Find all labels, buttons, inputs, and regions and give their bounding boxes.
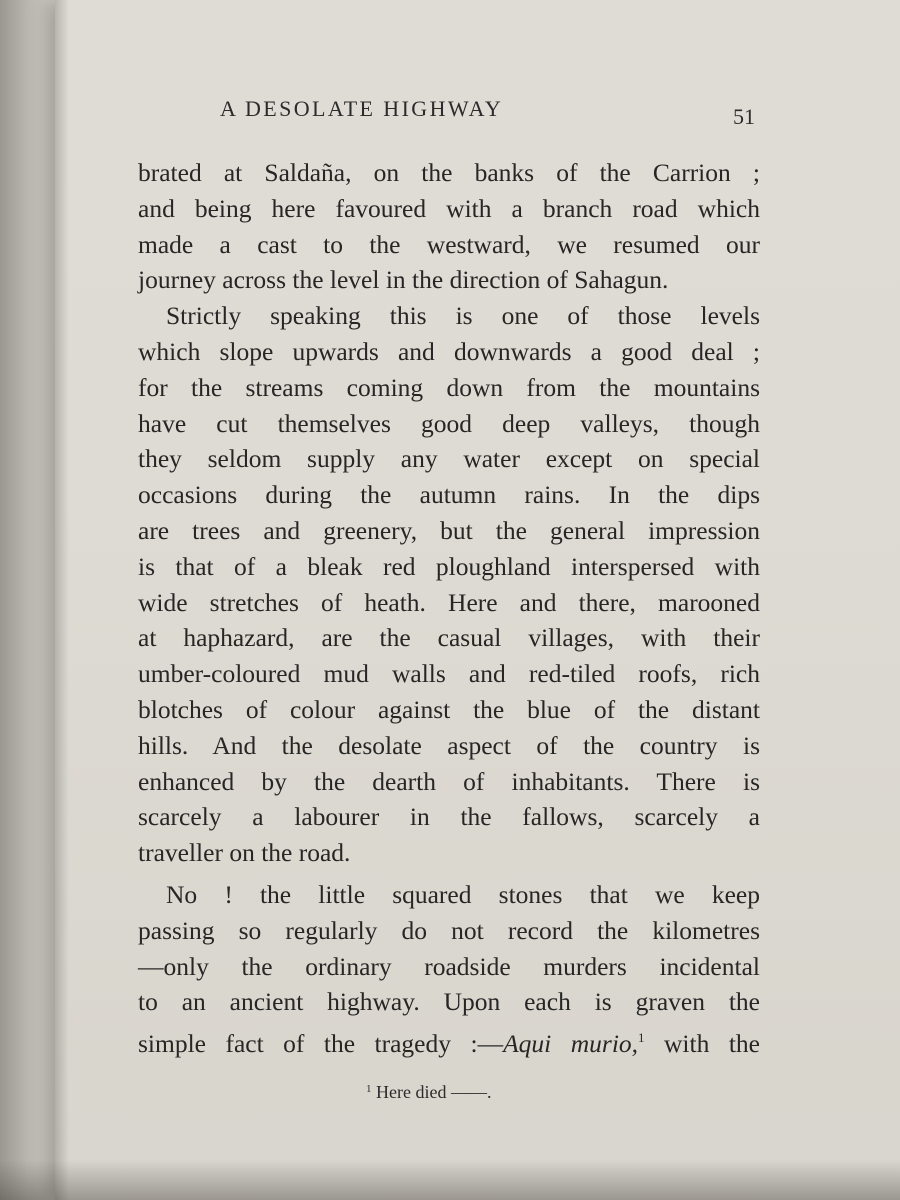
text-line: at haphazard, are the casual villages, with their <box>138 623 760 653</box>
footnote-reference: 1 <box>638 1030 645 1046</box>
text-fragment: with the <box>644 1029 760 1059</box>
text-line: traveller on the road. <box>138 838 351 868</box>
running-head: A DESOLATE HIGHWAY <box>220 96 504 121</box>
text-line: blotches of colour against the blue of the distant <box>138 694 760 724</box>
footnote-text: Here died ——. <box>376 1082 492 1102</box>
text-line: and being here favoured with a branch road which <box>138 193 760 223</box>
footnote-marker: 1 <box>366 1083 372 1095</box>
text-line: brated at Saldaña, on the banks of the Carrion ; <box>138 158 760 187</box>
spanish-phrase: Aqui murio, <box>503 1029 639 1059</box>
text-line: journey across the level in the direction of Sahagun. <box>138 265 669 295</box>
text-line: hills. And the desolate aspect of the country is <box>138 730 760 760</box>
text-line: they seldom supply any water except on special <box>138 444 760 474</box>
text-line: No ! the little squared stones that we keep <box>166 879 760 909</box>
text-line: Strictly speaking this is one of those levels <box>166 301 760 331</box>
text-line: enhanced by the dearth of inhabitants. There is <box>138 766 760 796</box>
text-line: scarcely a labourer in the fallows, scarcely a <box>138 802 760 832</box>
text-fragment: simple fact of the tragedy :— <box>138 1029 504 1059</box>
text-line: made a cast to the westward, we resumed our <box>138 229 760 259</box>
text-line: are trees and greenery, but the general impression <box>138 515 760 545</box>
bottom-shadow <box>0 1160 900 1200</box>
text-line: occasions during the autumn rains. In the dips <box>138 480 760 510</box>
text-line: which slope upwards and downwards a good deal ; <box>138 336 760 366</box>
body-text <box>138 155 760 1059</box>
text-line: passing so regularly do not record the kilometres <box>138 915 760 945</box>
text-line: for the streams coming down from the mountains <box>138 372 760 402</box>
text-line: umber-coloured mud walls and red-tiled roofs, rich <box>138 659 760 689</box>
text-line: have cut themselves good deep valleys, though <box>138 408 760 438</box>
text-line-with-reference <box>138 1020 760 1059</box>
text-line: —only the ordinary roadside murders incidental <box>138 951 760 981</box>
footnote <box>366 1082 491 1103</box>
page-number: 51 <box>733 104 755 129</box>
text-line: wide stretches of heath. Here and there, marooned <box>138 587 760 617</box>
page-gutter-shadow <box>55 0 69 1200</box>
text-line: to an ancient highway. Upon each is graven the <box>138 987 760 1017</box>
text-line: is that of a bleak red ploughland interspersed with <box>138 551 760 581</box>
